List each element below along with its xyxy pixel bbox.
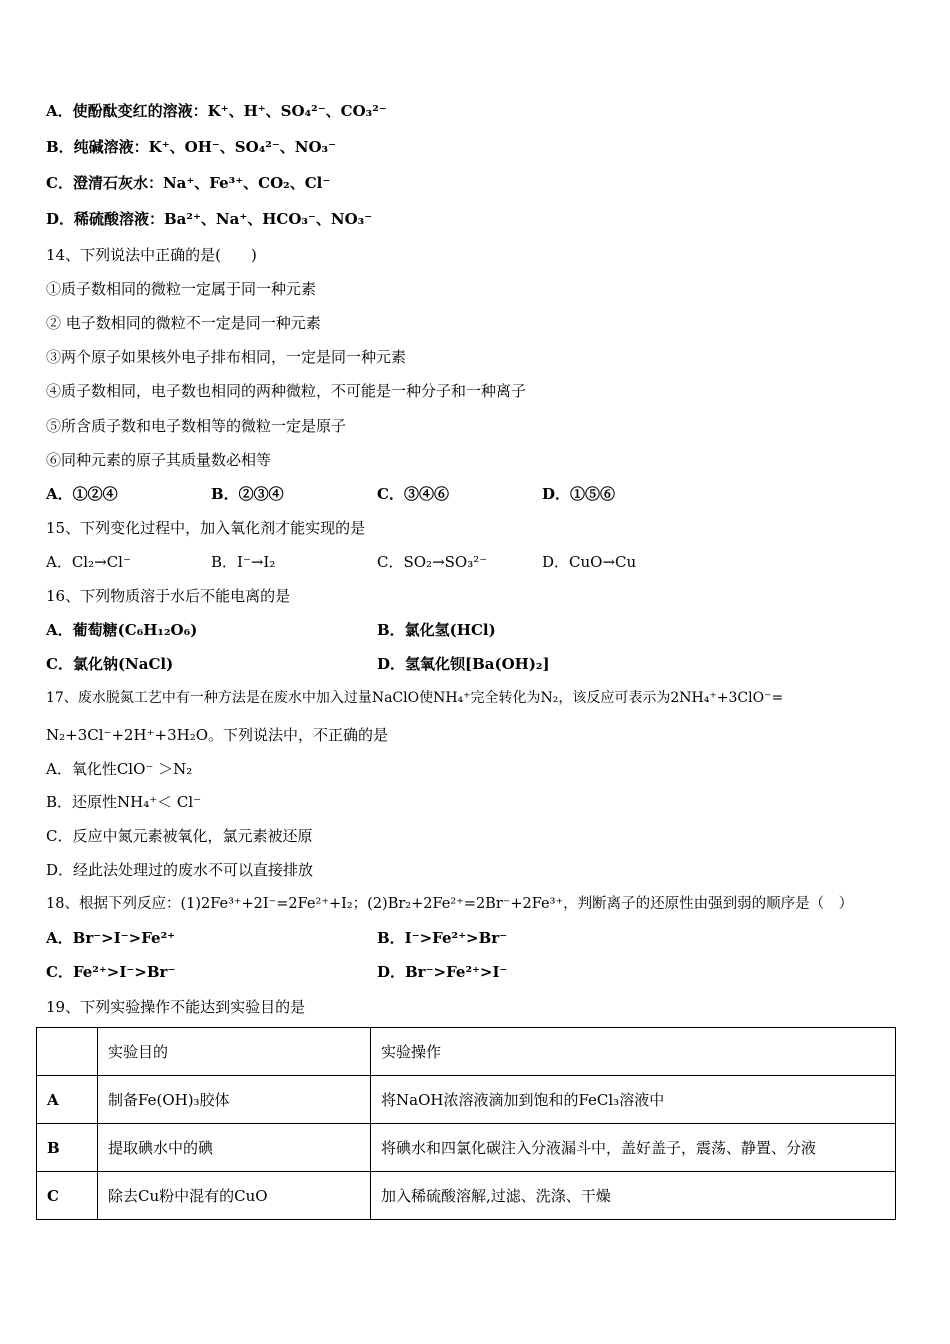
q15-stem: 15、下列变化过程中，加入氧化剂才能实现的是 [46,519,366,537]
table-cell: B [37,1124,98,1172]
q15-option-d: D．CuO→Cu [542,553,637,571]
q16-option-b: B．氯化氢(HCl) [377,621,496,639]
table-cell: 将碘水和四氯化碳注入分液漏斗中，盖好盖子，震荡、静置、分液 [371,1124,896,1172]
q16-option-d: D．氢氧化钡[Ba(OH)₂] [377,655,550,673]
table-header-cell: 实验目的 [98,1028,371,1076]
q19-table [36,1027,896,1220]
table-cell: A [37,1076,98,1124]
q17-stem-line2: N₂+3Cl⁻+2H⁺+3H₂O。下列说法中，不正确的是 [46,726,389,744]
q17-option-b: B．还原性NH₄⁺＜ Cl⁻ [46,793,202,811]
q14-statement-6: ⑥同种元素的原子其质量数必相等 [46,451,272,469]
q15-option-a: A．Cl₂→Cl⁻ [46,553,131,571]
q13-option-a: A．使酚酞变红的溶液：K⁺、H⁺、SO₄²⁻、CO₃²⁻ [46,102,387,120]
q18-option-b: B．I⁻>Fe²⁺>Br⁻ [377,929,508,947]
q14-statement-5: ⑤所含质子数和电子数相等的微粒一定是原子 [46,417,347,435]
table-cell: C [37,1172,98,1220]
q19-stem: 19、下列实验操作不能达到实验目的是 [46,998,306,1016]
table-cell: 除去Cu粉中混有的CuO [98,1172,371,1220]
q18-option-a: A．Br⁻>I⁻>Fe²⁺ [46,929,176,947]
table-header-cell [37,1028,98,1076]
q16-option-c: C．氯化钠(NaCl) [46,655,174,673]
table-row [37,1172,896,1220]
table-cell: 提取碘水中的碘 [98,1124,371,1172]
q14-stem: 14、下列说法中正确的是( ) [46,246,257,264]
q13-option-d: D．稀硫酸溶液：Ba²⁺、Na⁺、HCO₃⁻、NO₃⁻ [46,210,373,228]
q17-option-d: D．经此法处理过的废水不可以直接排放 [46,861,314,879]
table-cell: 制备Fe(OH)₃胶体 [98,1076,371,1124]
q14-statement-1: ①质子数相同的微粒一定属于同一种元素 [46,280,317,298]
table-header-cell: 实验操作 [371,1028,896,1076]
q13-option-c: C．澄清石灰水：Na⁺、Fe³⁺、CO₂、Cl⁻ [46,174,331,192]
table-header-row [37,1028,896,1076]
table-row [37,1124,896,1172]
q18-option-c: C．Fe²⁺>I⁻>Br⁻ [46,963,176,981]
q14-option-d: D．①⑤⑥ [542,485,616,503]
q16-stem: 16、下列物质溶于水后不能电离的是 [46,587,291,605]
q18-option-d: D．Br⁻>Fe²⁺>I⁻ [377,963,508,981]
table-cell: 加入稀硫酸溶解,过滤、洗涤、干燥 [371,1172,896,1220]
q17-option-c: C．反应中氮元素被氧化，氯元素被还原 [46,827,313,845]
q18-stem: 18、根据下列反应：(1)2Fe³⁺+2I⁻=2Fe²⁺+I₂；(2)Br₂+2Fe²⁺=2Br⁻+2Fe³⁺，判断离子的还原性由强到弱的顺序是（ ） [46,896,854,912]
q15-option-c: C．SO₂→SO₃²⁻ [377,553,488,571]
q14-statement-4: ④质子数相同，电子数也相同的两种微粒，不可能是一种分子和一种离子 [46,382,527,400]
q16-option-a: A．葡萄糖(C₆H₁₂O₆) [46,621,198,639]
q14-statement-2: ② 电子数相同的微粒不一定是同一种元素 [46,314,321,332]
q14-option-b: B．②③④ [211,485,284,503]
q17-stem-line1: 17、废水脱氮工艺中有一种方法是在废水中加入过量NaClO使NH₄⁺完全转化为N₂，该反应可表示为2NH₄⁺+3ClO⁻= [46,690,784,706]
q13-option-b: B．纯碱溶液：K⁺、OH⁻、SO₄²⁻、NO₃⁻ [46,138,337,156]
q14-option-c: C．③④⑥ [377,485,449,503]
q14-statement-3: ③两个原子如果核外电子排布相同，一定是同一种元素 [46,348,407,366]
q17-option-a: A．氧化性ClO⁻ ＞N₂ [46,760,193,778]
table-row [37,1076,896,1124]
table-cell: 将NaOH浓溶液滴加到饱和的FeCl₃溶液中 [371,1076,896,1124]
q15-option-b: B．I⁻→I₂ [211,553,276,571]
q14-option-a: A．①②④ [46,485,118,503]
